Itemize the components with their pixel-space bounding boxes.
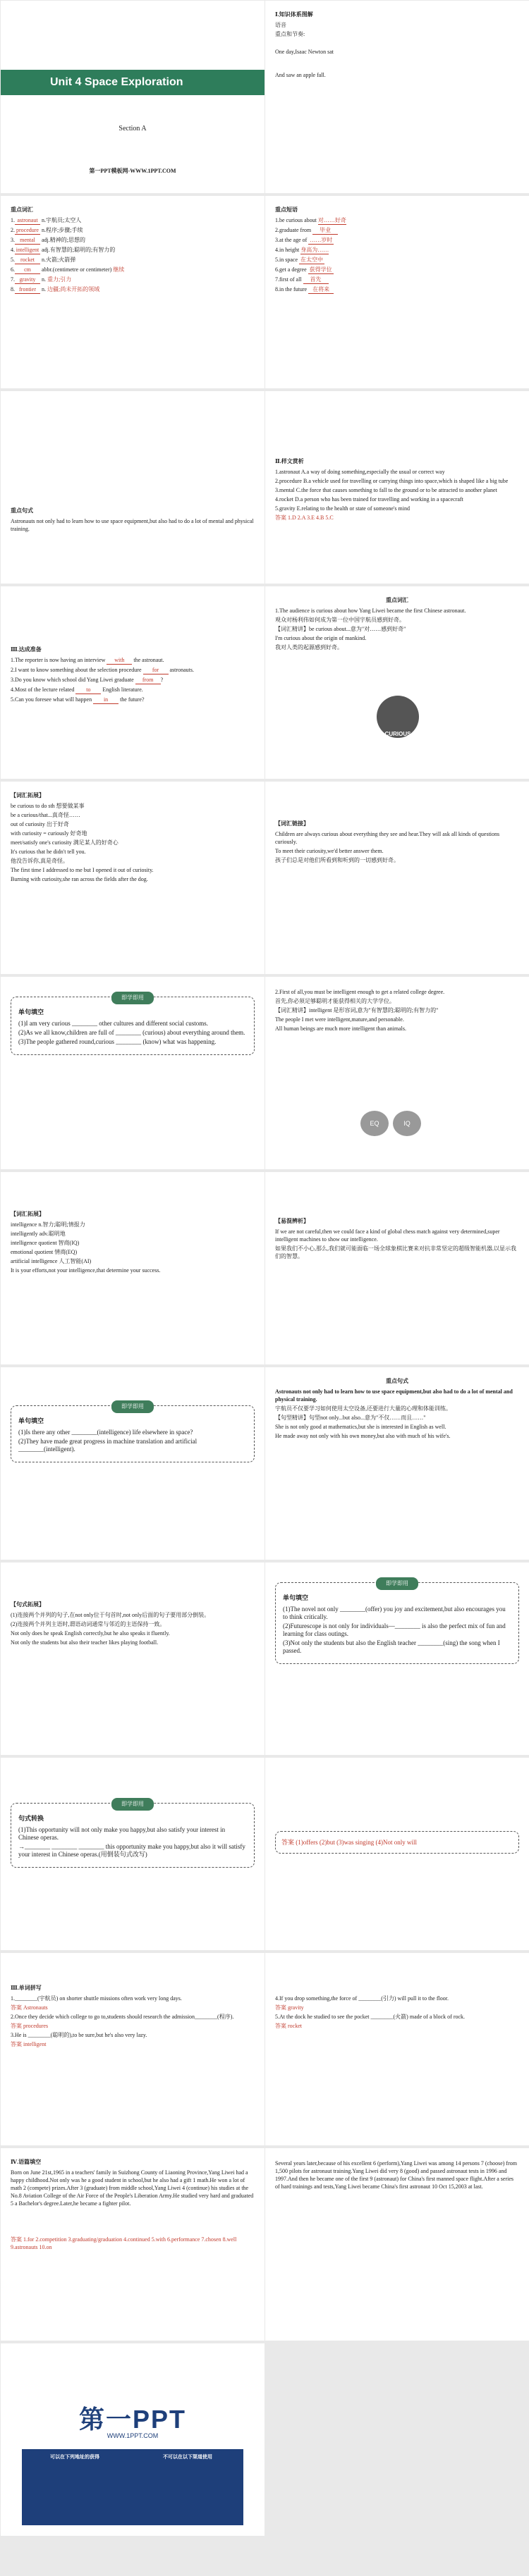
slide-curious-ext [1,782,264,974]
pill-label: 即学即用 [376,1577,418,1590]
slide-link [265,782,529,974]
vocab-answer: 边疆;尚未开拓的领域 [46,286,100,292]
exercise-line: (2)Futurescope is not only for individuals—________ is also the perfect mix of fun and learning for class outings. [283,1622,506,1637]
exercise-line: (3)Not only the students but also the English teacher ________(sing) the song when I passed. [283,1639,500,1654]
match-def: A.a way of doing something,especially the usual or correct way [300,469,445,475]
fill-answer: in [93,696,118,704]
ext-line: emotional quotient 情商(EQ) [11,1249,78,1255]
heading: 【句式拓展】 [11,1601,44,1608]
question-line: 1.________(宇航员) on shorter shuttle missions often work very long days. [11,1995,182,2002]
exercise-line: (1)This opportunity will not only make you happy,but also satisfy your interest in Chinese operas. [18,1826,226,1841]
phrase-text: in height [279,247,301,253]
slide-spelling [1,1953,264,2145]
phrase-number: 1. [275,217,279,223]
exercise-list [283,1606,511,1655]
vocab-meaning: adj.有智慧的;聪明的;有智力的 [40,247,116,253]
heading: 重点词汇 [11,207,33,213]
heading: Ⅲ.单词拼写 [11,1985,42,1991]
fill-post: the astronaut. [132,657,164,663]
match-row [275,505,519,512]
fill-row [11,686,255,694]
fill-pre: 3.Do you know which school did Yang Liwei graduate [11,677,135,683]
vocab-row [11,216,255,225]
phrase-text: first of all [279,276,303,283]
exercise-line: (2)As we all know,children are full of ________ (curious) about everything around them. [18,1029,245,1036]
ext-line: intelligence n.智力;聪明;情报力 [11,1221,85,1228]
phrase-number: 6. [275,266,279,273]
vocab-word: procedure [15,226,40,235]
exercise-line: (1)The novel not only ________(offer) you joy and excitement,but also encourages you to think critically. [283,1606,506,1620]
fill-row [11,676,255,684]
ext-list [11,1221,255,1274]
exercise-box [11,994,255,1055]
match-word: 1.astronaut [275,469,301,475]
vocab-meaning: n. [40,276,46,283]
phrase-answer: 毕业 [312,226,338,235]
fill-post: English literature. [101,686,143,693]
match-word: 5.gravity [275,505,297,512]
line-1: 2.First of all,you must be intelligent enough to get a related college degree. [275,989,445,995]
fill-row [11,656,255,665]
vocab-row [11,226,255,235]
question-line: 4.If you drop something,the force of ________(引力) will pull it to the floor. [275,1995,449,2002]
heading: 重点短语 [275,207,298,213]
vocab-number: 5. [11,257,15,263]
vocab-answer: 重力;引力 [46,276,72,283]
ext-line: out of curiosity 出于好奇 [11,821,69,827]
passage: Born on June 21st,1965 in a teachers' family in Suizhong County of Liaoning Province,Yang Liwei had a happy childhood.Not only was he a good student in school,but he also had a gift 1 math.He won a lot of math 2 (compete) prizes.After 3 (graduate) from middle school,Yang Liwei 4 (continue) his studies at the No.8 Aviation College of the Air Force of the People's Liberation Army.He studied very hard and graduated 5 a Bachelor's degree.Later,he became a fighter pilot. [11,2169,254,2207]
slide-spelling-2 [265,1953,529,2145]
vocab-number: 2. [11,227,15,233]
ext-line: meet/satisfy one's curiosity 满足某人的好奇心 [11,839,118,846]
match-word: 2.procedure [275,478,303,484]
slide-intel-ext [1,1172,264,1364]
vocab-row [11,266,255,274]
slide-intelligent [265,977,529,1169]
vocab-answer: 继续 [111,266,125,273]
slide-exercise-3 [265,1563,529,1755]
phrase-answer: ……岁时 [310,237,333,243]
pill-label: 即学即用 [111,1400,154,1413]
phrase-list [275,216,519,294]
match-def: D.a person who has been trained for travelling and working in a spacecraft [295,496,463,503]
curious-face-icon: CURIOUS [377,696,419,738]
phrase-number: 3. [275,237,279,243]
phrase-text: in space [279,257,299,263]
ext-line: 他没告诉你,真是奇怪。 [11,858,68,864]
phrase-row [275,276,519,284]
line-2: To meet their curiosity,we'd better answer them. [275,848,384,854]
vocab-row [11,285,255,294]
heading: Ⅳ.语篇填空 [11,2159,42,2165]
exercise-box [11,1803,255,1868]
phrase-answer: 在太空中 [300,257,323,263]
exercise-line: →________ ________ ________ this opportunity make you happy,but also it will satisfy your interest in Chinese operas.(用倒装句式改写) [18,1843,245,1858]
line-1: Astronauts not only had to learn how to use space equipment,but also had to do a lot of mental and physical training. [275,1388,513,1403]
sub-heading: 语音 [275,22,286,28]
line-3: 【句型精讲】句型not only...but also...意为"不仅……而且……" [275,1415,426,1421]
vocab-meaning: n.宇航员;太空人 [40,217,82,223]
vocab-word: gravity [15,276,40,284]
line-1: 1.The audience is curious about how Yang Liwei became the first Chinese astronaut. [275,608,466,614]
answer: 答案 1.for 2.competition 3.graduating/graduation 4.continued 5.with 6.performance 7.chosen 8.well 9.astronauts 10.on [11,2236,237,2250]
phrase-row [275,236,519,245]
line-4: The people I met were intelligent,mature,and personable. [275,1016,404,1023]
exercise-line: (2)They have made great progress in machine translation and artificial ________(intelligent). [18,1438,197,1453]
slide-knowledge [265,1,529,193]
line-1: If we are not careful,then we could face a kind of global chess match against very determined,super intelligent machines to show our intelligence. [275,1228,500,1243]
line-5: 我对人类的起源感到好奇。 [275,644,343,651]
line-4: I'm curious about the origin of mankind. [275,635,367,641]
footer-col-1: 可以在下列地址的获得 [50,2455,99,2460]
slide-vocab [1,196,264,388]
slide-curious [265,586,529,779]
match-row [275,477,519,485]
line-2: 宇航员不仅要学习如何使用太空设备,还要进行大量的心理和体能训练。 [275,1405,451,1412]
heading: 【易混辨析】 [275,1218,309,1224]
sentence: Astronauts not only had to learn how to use space equipment,but also had to do a lot of mental and physical training. [11,518,254,532]
answer: 答案 1.D 2.A 3.E 4.B 5.C [275,514,334,521]
phrase-text: get a degree [279,266,308,273]
sub-heading-2: 重点和节奏: [275,31,305,37]
phrase-answer: 首先 [303,276,329,284]
fill-post: ? [160,677,164,683]
vocab-list [11,216,255,294]
vocab-word: intelligent [16,247,39,253]
line-3: 【词汇精讲】intelligent 是形容词,意为"有智慧的;聪明的;有智力的" [275,1007,439,1013]
vocab-meaning: abbr.(centimetre or centimeter) [40,266,112,273]
fill-pre: 1.The reporter is now having an interview [11,657,107,663]
phrase-answer: 身高为…… [300,247,329,253]
phrase-row [275,216,519,225]
slide-fill [1,586,264,779]
phrase-text: be curious about [279,217,318,223]
heading: 单句填空 [18,1417,44,1424]
eq-label: EQ [360,1111,389,1136]
heading: 单句填空 [283,1594,309,1601]
heading: 重点句式 [386,1378,408,1384]
fill-row [11,666,255,674]
pill-label: 即学即用 [111,992,154,1004]
phrase-row [275,266,519,274]
fill-pre: 5.Can you foresee what will happen [11,696,94,703]
answer-line: 答案 procedures [11,2023,49,2029]
slide-answers [265,1758,529,1950]
answer-line: 答案 intelligent [11,2041,47,2047]
slide-phrases [265,196,529,388]
slide-end [1,2343,264,2536]
vocab-row [11,276,255,284]
question-line: 5.At the dock he studied to see the pocket ________(火箭) made of a block of rock. [275,2014,466,2020]
heading: 单句填空 [18,1009,44,1016]
line-2: 首先,你必须足够聪明才能获得相关的大学学位。 [275,998,395,1004]
vocab-row [11,236,255,245]
phrase-row [275,246,519,254]
match-def: E.relating to the health or state of someone's mind [296,505,410,512]
vocab-word: frontier [15,285,40,294]
vocab-meaning: n.程序;步骤;手续 [40,227,83,233]
pill-label: 即学即用 [111,1798,154,1811]
line-5: All human beings are much more intelligent than animals. [275,1025,406,1032]
vocab-number: 3. [11,237,15,243]
slide-match [265,391,529,584]
ext-line: artificial intelligence 人工智能(AI) [11,1258,92,1264]
heading: Ⅰ.知识体系图解 [275,11,313,18]
sentence-2: And saw an apple fall. [275,72,326,78]
fill-list [11,656,255,704]
phrase-number: 8. [275,286,279,292]
answer-box: 答案 (1)offers (2)but (3)was singing (4)Not only will [275,1831,519,1854]
ext-line: be a curious/that...真奇怪…… [11,812,80,818]
vocab-number: 6. [11,266,15,273]
line-2: 如果我们不小心,那么,我们就可能面临一场全球象棋比赛来对抗非常坚定的超级智能机器,以显示我们的智慧。 [275,1245,516,1259]
exercise-line: (1)Is there any other ________(intelligence) life elsewhere in space? [18,1429,193,1436]
phrase-answer: 在将来 [308,285,334,294]
match-def: B.a vehicle used for travelling or carrying things into space,which is shaped like a big tube [303,478,509,484]
slide-title [1,1,264,193]
slide-sentence-ext [1,1563,264,1755]
heading: Ⅲ.达成准备 [11,646,42,653]
slide-sentence [1,391,264,584]
ext-line: It is your efforts,not your intelligence,that determine your success. [11,1267,161,1274]
question-line: 3.He is ________(聪明的),to be sure,but he's also very lazy. [11,2032,147,2038]
heading: Ⅱ.样文赏析 [275,458,304,464]
match-row [275,486,519,494]
line-4: She is not only good at mathematics,but she is interested in English as well. [275,1424,446,1430]
ext-list [11,802,255,883]
vocab-row [11,256,255,264]
ext-line: intelligently adv.聪明地 [11,1231,66,1237]
fill-pre: 2.I want to know something about the selection procedure [11,667,143,673]
slide-transform [1,1758,264,1950]
line-3: Not only does he speak English correctly,but he also speaks it fluently. [11,1630,170,1637]
match-row [275,468,519,476]
section-label: Section A [118,125,147,133]
fill-answer: to [75,686,101,694]
ext-line: Burning with curiosity,she ran across the fields after the dog. [11,876,148,882]
exercise-list [18,1020,247,1046]
ext-line: intelligence quotient 智商(IQ) [11,1240,80,1246]
heading: 句式转换 [18,1815,44,1822]
ppt-logo: 第一PPT [78,2405,186,2434]
phrase-row [275,256,519,264]
match-word: 4.rocket [275,496,295,503]
ext-line: be curious to do sth 想要做某事 [11,803,85,809]
phrase-number: 4. [275,247,279,253]
line-1: Children are always curious about everything they see and hear.They will ask all kinds of questions curiously. [275,831,500,845]
line-4: Not only the students but also their teacher likes playing football. [11,1639,159,1646]
iq-label: IQ [393,1111,421,1136]
match-list [275,468,519,512]
fill-pre: 4.Most of the lecture related [11,686,76,693]
ext-line: The first time I addressed to me but I opened it out of curiosity. [11,867,154,873]
heading: 重点词汇 [386,597,408,603]
phrase-answer: 获得学位 [309,266,332,273]
footer-col-2: 不可以在以下渠道使用 [163,2455,212,2460]
phrase-number: 5. [275,257,279,263]
ppt-url: WWW.1PPT.COM [107,2432,159,2439]
ppt-footer [22,2449,243,2525]
exercise-box [11,1405,255,1462]
exercise-list [18,1826,247,1859]
spelling-list [11,1995,255,2048]
match-row [275,495,519,503]
fill-answer: from [135,676,161,684]
phrase-text: graduate from [279,227,313,233]
fill-post: the future? [118,696,145,703]
vocab-number: 8. [11,286,15,292]
phrase-text: in the future [279,286,309,292]
site-label: 第一PPT模板网-WWW.1PPT.COM [89,168,176,174]
spelling-list [275,1995,519,2030]
match-word: 3.mental [275,487,296,493]
exercise-line: (1)I am very curious ________ other cultures and different social customs. [18,1020,209,1027]
vocab-meaning: n.火箭;火箭弹 [40,257,76,263]
phrase-answer: 对……好奇 [317,217,346,223]
heading: 【词汇链接】 [275,820,309,827]
slide-exercise-2 [1,1367,264,1560]
heading: 重点句式 [11,507,33,514]
eq-iq-icon [360,1111,425,1136]
phrase-row [275,285,519,294]
heading: 【词汇拓展】 [11,792,44,799]
ext-line: It's curious that he didn't tell you. [11,849,86,855]
line-3: 【词汇精讲】be curious about...意为"对……感到好奇" [275,626,406,632]
vocab-number: 1. [11,217,15,223]
ext-line: with curiosity = curiously 好奇地 [11,830,87,837]
unit-title: Unit 4 Space Exploration [1,70,264,95]
vocab-number: 7. [11,276,15,283]
slide-not-only [265,1367,529,1560]
vocab-row [11,246,255,254]
line-5: He made away not only with his own money,but also with much of his wife's. [275,1433,451,1439]
heading: 【词汇拓展】 [11,1211,44,1217]
exercise-line: (3)The people gathered round,curious ________ (know) what was happening. [18,1038,217,1045]
fill-post: astronauts. [168,667,194,673]
line-1: (1)连接两个并列的句子,在not only位于句首时,not only后面的句子要用部分倒装。 [11,1612,210,1618]
answer-line: 答案 gravity [275,2004,304,2011]
vocab-number: 4. [11,247,15,253]
fill-answer: for [143,666,169,674]
vocab-meaning: adj.精神的;思想的 [40,237,85,243]
line-2: (2)连接两个并列主语时,谓语动词通常与邻近的主语保持一致。 [11,1621,166,1627]
slide-compare [265,1172,529,1364]
answer-line: 答案 Astronauts [11,2004,48,2011]
sentence-1: One day,Isaac Newton sat [275,49,334,55]
phrase-number: 2. [275,227,279,233]
answer-line: 答案 rocket [275,2023,302,2029]
phrase-row [275,226,519,235]
phrase-text: at the age of [279,237,309,243]
vocab-word: cm [15,266,40,274]
phrase-number: 7. [275,276,279,283]
fill-row [11,696,255,704]
vocab-word: astronaut [15,216,40,225]
exercise-list [18,1429,247,1453]
slide-exercise-1 [1,977,264,1169]
line-3: 孩子们总是对他们所看到和听到的一切感到好奇。 [275,857,399,863]
slide-passage-2 [265,2148,529,2341]
slide-passage [1,2148,264,2341]
line-2: 观众对杨利伟如何成为第一位中国宇航员感到好奇。 [275,617,405,623]
vocab-word: rocket [15,256,40,264]
question-line: 2.Once they decide which college to go to,students should research the admission________(程序). [11,2014,234,2020]
match-def: C.the force that causes something to fall to the ground or to be attracted to another planet [296,487,497,493]
passage: Several years later,because of his excellent 6 (perform),Yang Liwei was among 14 persons 7 (choose) from 1,500 pilots for astronaut training.Yang Liwei did very 8 (good) and passed astronaut tests in 1996 and 1997.And then he became one of the first 9 (astronaut) for China's first manned space flight.After a series of hard trainings and tests,Yang Liwei became China's first astronaut 10 Oct 15,2003 at last. [275,2160,517,2190]
vocab-word: mental [15,236,40,245]
vocab-meaning: n. [40,286,46,292]
fill-answer: with [107,656,132,665]
exercise-box [275,1582,519,1664]
